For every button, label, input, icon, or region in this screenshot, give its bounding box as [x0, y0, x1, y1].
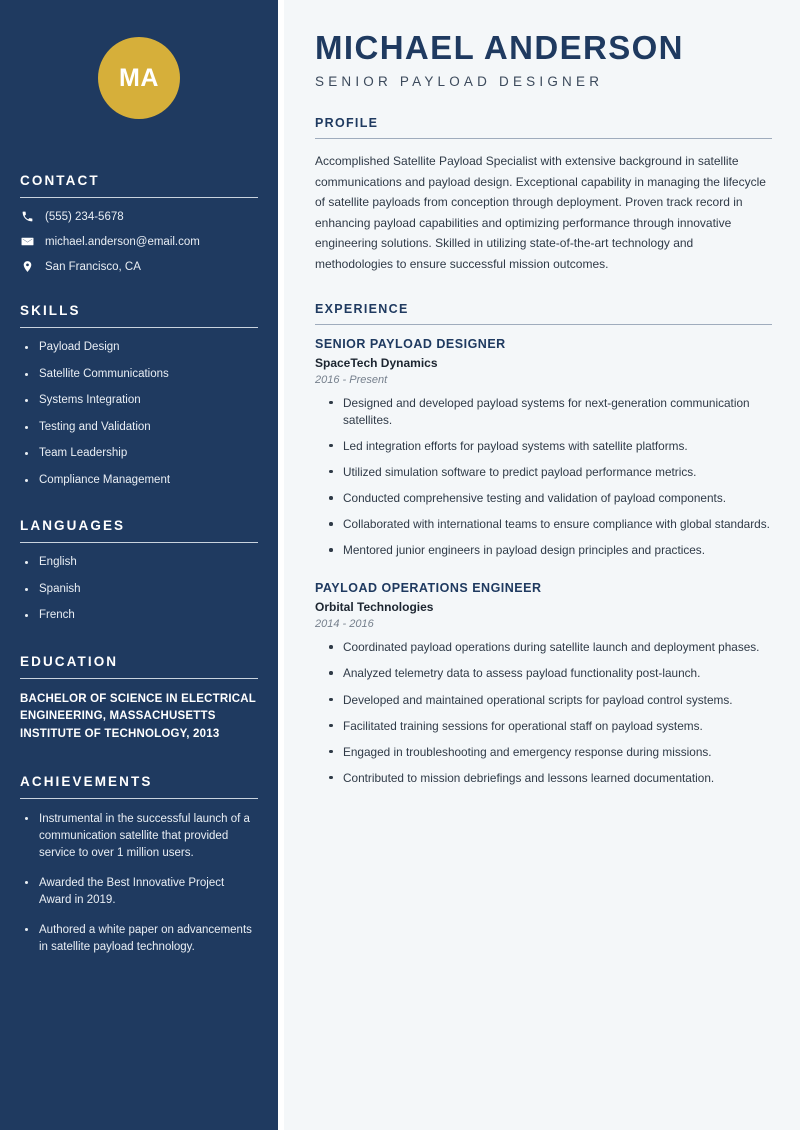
contact-location-value: San Francisco, CA [45, 260, 141, 273]
list-item: Conducted comprehensive testing and validation of payload components. [327, 490, 772, 507]
achievements-list [20, 811, 258, 956]
list-item: Designed and developed payload systems for next-generation communication satellites. [327, 395, 772, 429]
profile-section [315, 116, 772, 275]
list-item: Coordinated payload operations during satellite launch and deployment phases. [327, 639, 772, 656]
experience-job-title: SENIOR PAYLOAD DESIGNER [315, 336, 506, 351]
education-heading: EDUCATION [20, 653, 119, 669]
list-item: Engaged in troubleshooting and emergency response during missions. [327, 744, 772, 761]
skills-list [20, 340, 258, 488]
list-item: Satellite Communications [20, 367, 258, 383]
profile-text: Accomplished Satellite Payload Specialist with extensive background in satellite communications and payload design. Exceptional capability in managing the lifecycle of satellite payloads from conception through deployment. Proven track record in enhancing payload capabilities and optimizing performance through innovative engineering solutions. Skilled in utilizing state-of-the-art technology and methodologies to ensure successful mission outcomes. [315, 153, 766, 272]
languages-heading: LANGUAGES [20, 518, 126, 534]
list-item: Awarded the Best Innovative Project Award in 2019. [20, 875, 258, 909]
achievements-section [20, 774, 258, 956]
list-item: Developed and maintained operational scripts for payload control systems. [327, 692, 772, 709]
contact-heading: CONTACT [20, 173, 100, 188]
contact-item-email[interactable] [20, 235, 258, 248]
experience-section [315, 302, 772, 787]
experience-dates: 2014 - 2016 [315, 618, 374, 631]
phone-icon [20, 210, 34, 223]
experience-company: Orbital Technologies [315, 600, 434, 615]
list-item: Analyzed telemetry data to assess payload functionality post-launch. [327, 665, 772, 682]
list-item: Facilitated training sessions for operational staff on payload systems. [327, 718, 772, 735]
experience-bullets [315, 639, 772, 787]
avatar: MA [98, 37, 180, 119]
contact-divider [20, 197, 258, 198]
list-item: Team Leadership [20, 446, 258, 462]
skills-heading: SKILLS [20, 303, 81, 318]
list-item: English [20, 555, 258, 571]
experience-dates: 2016 - Present [315, 373, 388, 386]
experience-entry [315, 581, 772, 787]
list-item: French [20, 608, 258, 624]
job-subtitle: SENIOR PAYLOAD DESIGNER [315, 73, 604, 89]
list-item: Compliance Management [20, 473, 258, 489]
contact-section [20, 173, 258, 273]
languages-list [20, 555, 258, 624]
list-item: Payload Design [20, 340, 258, 356]
list-item: Contributed to mission debriefings and lessons learned documentation. [327, 770, 772, 787]
sidebar [0, 0, 278, 1130]
list-item: Spanish [20, 582, 258, 598]
experience-entry [315, 337, 772, 560]
contact-phone-value: (555) 234-5678 [45, 210, 124, 223]
list-item: Led integration efforts for payload systems with satellite platforms. [327, 438, 772, 455]
contact-item-location[interactable] [20, 260, 258, 273]
languages-section [20, 518, 258, 624]
achievements-heading: ACHIEVEMENTS [20, 774, 153, 790]
education-entry: BACHELOR OF SCIENCE IN ELECTRICAL ENGINEERING, MASSACHUSETTS INSTITUTE OF TECHNOLOGY, 2013 [20, 692, 256, 741]
location-pin-icon [20, 260, 34, 273]
skills-section [20, 303, 258, 488]
list-item: Instrumental in the successful launch of a communication satellite that provided service to over 1 million users. [20, 811, 258, 862]
skills-divider [20, 327, 258, 328]
list-item: Systems Integration [20, 393, 258, 409]
profile-divider [315, 138, 772, 139]
experience-heading: EXPERIENCE [315, 301, 409, 316]
achievements-divider [20, 798, 258, 799]
contact-email-value: michael.anderson@email.com [45, 235, 200, 248]
education-section [20, 654, 258, 744]
list-item: Authored a white paper on advancements in satellite payload technology. [20, 922, 258, 956]
envelope-icon [20, 235, 34, 248]
education-divider [20, 678, 258, 679]
list-item: Collaborated with international teams to ensure compliance with global standards. [327, 516, 772, 533]
avatar-container [20, 0, 258, 127]
list-item: Mentored junior engineers in payload design principles and practices. [327, 542, 772, 559]
list-item: Testing and Validation [20, 420, 258, 436]
list-item: Utilized simulation software to predict payload performance metrics. [327, 464, 772, 481]
experience-divider [315, 324, 772, 325]
profile-heading: PROFILE [315, 115, 379, 130]
contact-item-phone[interactable] [20, 210, 258, 223]
main-content [284, 0, 800, 1130]
languages-divider [20, 542, 258, 543]
page-title: MICHAEL ANDERSON [315, 29, 684, 66]
experience-bullets [315, 395, 772, 560]
experience-company: SpaceTech Dynamics [315, 355, 438, 370]
experience-job-title: PAYLOAD OPERATIONS ENGINEER [315, 581, 542, 596]
